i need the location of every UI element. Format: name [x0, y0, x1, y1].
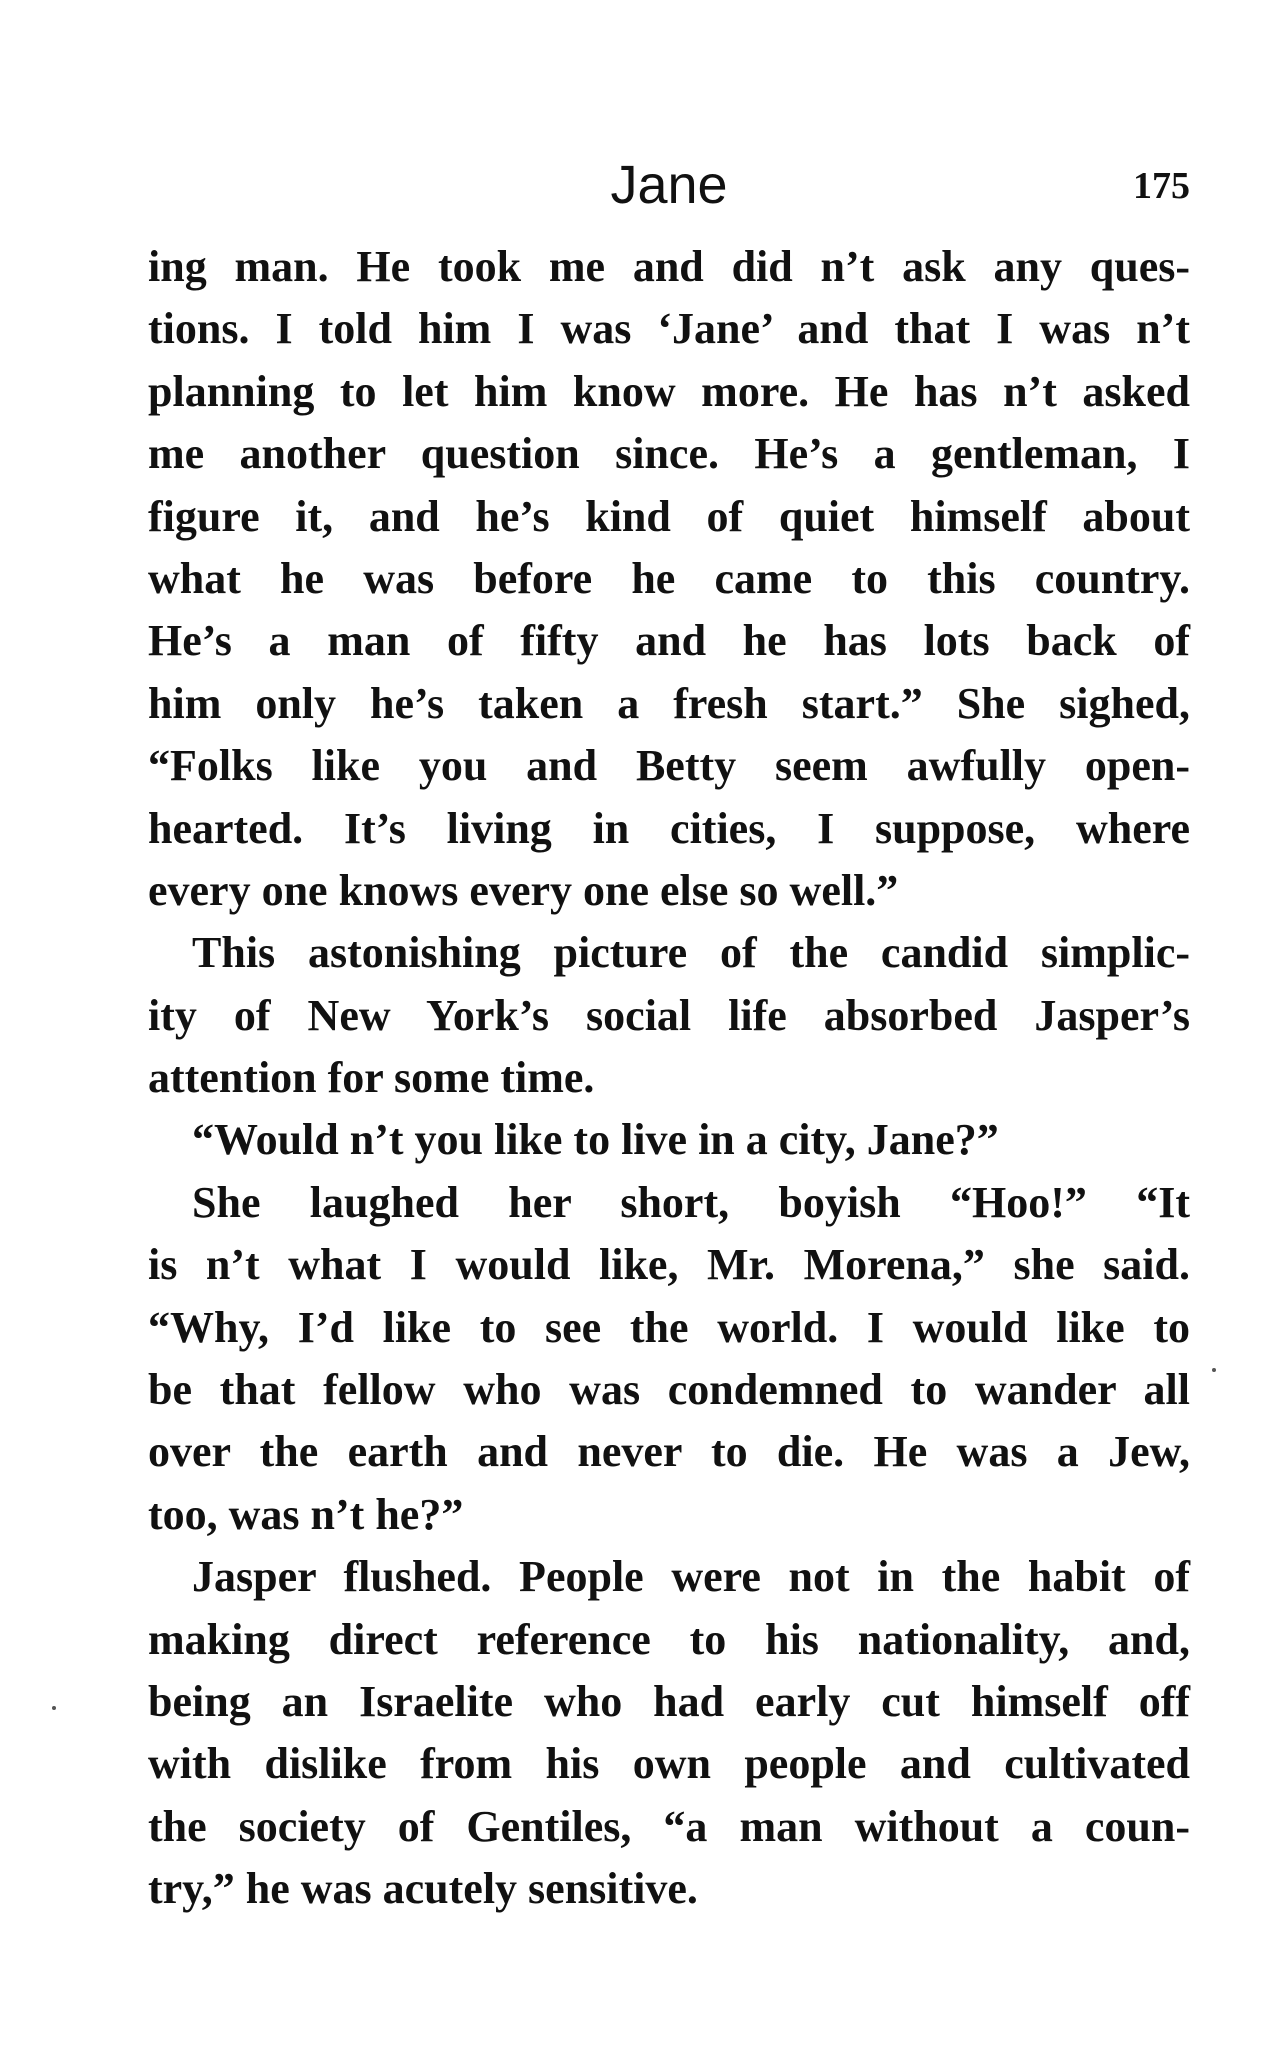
text-line: hearted. It’s living in cities, I suppose, where: [148, 803, 1190, 853]
running-head-title: Jane: [610, 155, 728, 215]
paper-speck: [1212, 1368, 1216, 1372]
running-head: [148, 150, 1190, 220]
text-line: tions. I told him I was ‘Jane’ and that I was n’t: [148, 304, 1190, 354]
text-line: being an Israelite who had early cut himself off: [148, 1676, 1190, 1726]
text-line: “Why, I’d like to see the world. I would like to: [148, 1302, 1190, 1352]
text-line: ity of New York’s social life absorbed Jasper’s: [148, 990, 1190, 1040]
text-line: This astonishing picture of the candid simplic-: [192, 928, 1190, 978]
text-line: too, was n’t he?”: [148, 1489, 464, 1539]
text-line: him only he’s taken a fresh start.” She sighed,: [148, 678, 1190, 728]
text-line: She laughed her short, boyish “Hoo!” “It: [192, 1177, 1190, 1227]
text-line: making direct reference to his nationality, and,: [148, 1614, 1190, 1664]
text-line: “Folks like you and Betty seem awfully open-: [148, 741, 1190, 791]
text-line: attention for some time.: [148, 1053, 595, 1103]
text-line: try,” he was acutely sensitive.: [148, 1864, 698, 1914]
text-line: is n’t what I would like, Mr. Morena,” she said.: [148, 1240, 1190, 1290]
text-line: Jasper flushed. People were not in the habit of: [192, 1552, 1190, 1602]
text-line: me another question since. He’s a gentleman, I: [148, 429, 1190, 479]
text-line: what he was before he came to this country.: [148, 553, 1190, 603]
text-line: be that fellow who was condemned to wander all: [148, 1365, 1190, 1415]
text-line: “Would n’t you like to live in a city, Jane?”: [192, 1115, 999, 1165]
text-line: the society of Gentiles, “a man without a coun-: [148, 1801, 1190, 1851]
paper-speck: [52, 1706, 56, 1710]
text-line: figure it, and he’s kind of quiet himself about: [148, 491, 1190, 541]
text-line: over the earth and never to die. He was a Jew,: [148, 1427, 1190, 1477]
text-line: planning to let him know more. He has n’t asked: [148, 366, 1190, 416]
body-text: [148, 236, 1190, 1921]
text-line: ing man. He took me and did n’t ask any ques-: [148, 242, 1190, 291]
text-line: He’s a man of fifty and he has lots back of: [148, 616, 1190, 666]
text-line: with dislike from his own people and cultivated: [148, 1739, 1190, 1789]
page-number: 175: [1133, 165, 1190, 207]
text-line: every one knows every one else so well.”: [148, 865, 899, 915]
